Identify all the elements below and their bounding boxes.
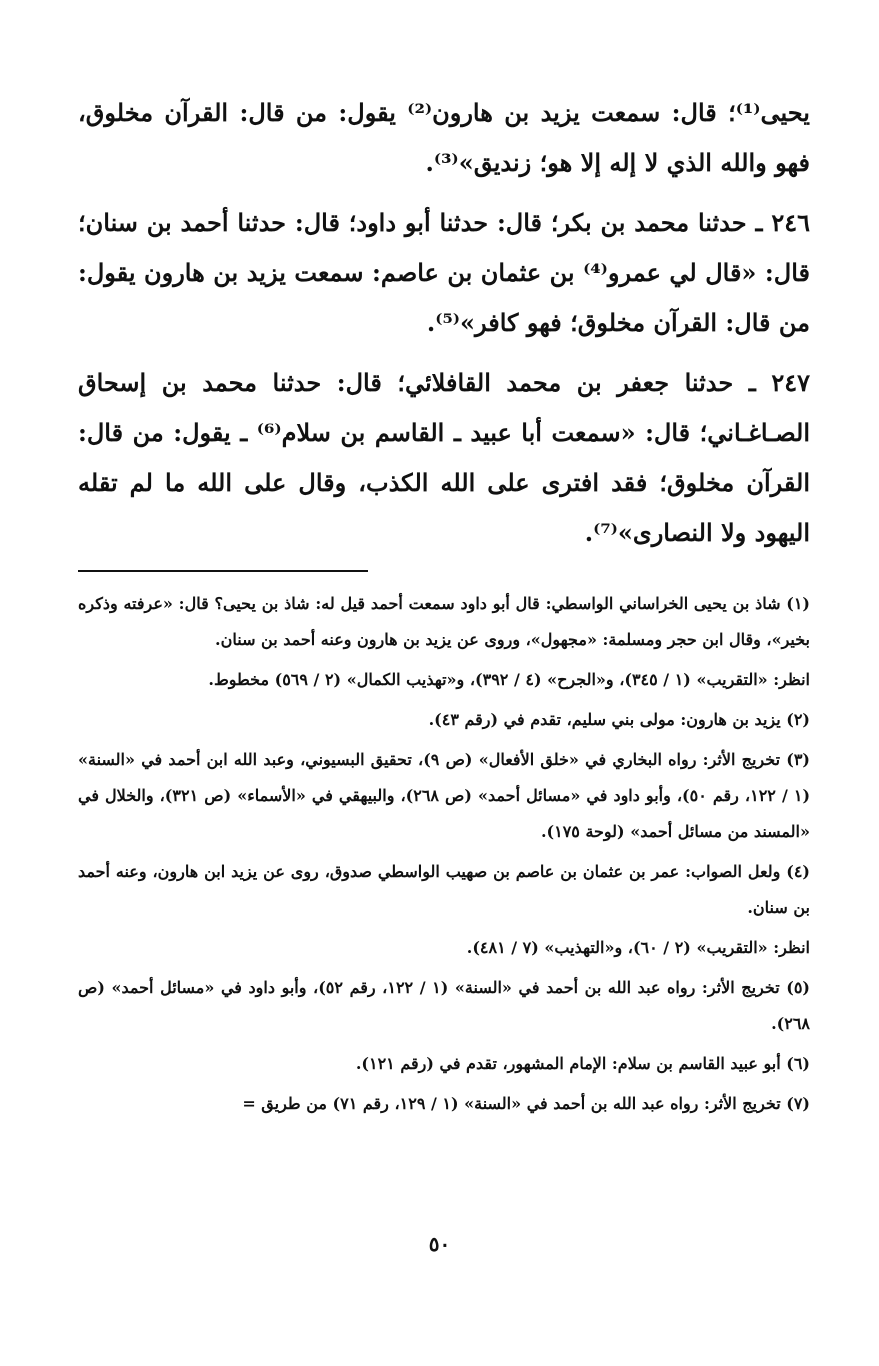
footnote-separator-wrap (78, 568, 810, 586)
footnote-1-references: انظر: «التقريب» (١ / ٣٤٥)، و«الجرح» (٤ / ٣٩٢)، و«تهذيب الكمال» (٢ / ٥٦٩) مخطوط. (208, 670, 810, 689)
main-paragraph-247: ٢٤٧ ـ حدثنا جعفر بن محمد القافلائي؛ قال: حدثنا محمد بن إسحاق الصـاغـاني؛ قال: «سمعت أبا عبيد ـ القاسم بن سلام⁽⁶⁾ ـ يقول: من قال: القرآن مخلوق؛ فقد افترى على الله الكذب، وقال على الله ما لم تقله اليهود ولا النصارى»⁽⁷⁾. (78, 368, 810, 547)
footnote-1: (١) شاذ بن يحيى الخراساني الواسطي: قال أبو داود سمعت أحمد قيل له: شاذ بن يحيى؟ قال: «عرفته وذكره بخير»، وقال ابن حجر ومسلمة: «مجهول»، وروى عن يزيد بن هارون وعنه أحمد بن سنان. (78, 594, 810, 649)
page-body (78, 88, 810, 1126)
footnote-4: (٤) ولعل الصواب: عمر بن عثمان بن عاصم بن صهيب الواسطي صدوق، روى عن يزيد ابن هارون، وعنه أحمد بن سنان. (78, 862, 810, 917)
footnote-6: (٦) أبو عبيد القاسم بن سلام: الإمام المشهور، تقدم في (رقم ١٢١). (355, 1054, 810, 1073)
main-paragraph-246: ٢٤٦ ـ حدثنا محمد بن بكر؛ قال: حدثنا أبو داود؛ قال: حدثنا أحمد بن سنان؛ قال: «قال لي عمرو⁽⁴⁾ بن عثمان بن عاصم: سمعت يزيد بن هارون يقول: من قال: القرآن مخلوق؛ فهو كافر»⁽⁵⁾. (78, 208, 810, 337)
footnote-separator (78, 570, 368, 572)
footnotes (78, 586, 810, 1122)
footnote-3: (٣) تخريج الأثر: رواه البخاري في «خلق الأفعال» (ص ٩)، تحقيق البسيوني، وعبد الله ابن أحمد في «السنة» (١ / ١٢٢، رقم ٥٠)، وأبو داود في «مسائل أحمد» (ص ٢٦٨)، والبيهقي في «الأسماء» (ص ٣٢١)، والخلال في «المسند من مسائل أحمد» (لوحة ١٧٥). (78, 750, 811, 841)
footnote-5: (٥) تخريج الأثر: رواه عبد الله بن أحمد في «السنة» (١ / ١٢٢، رقم ٥٢)، وأبو داود في «مسائل أحمد» (ص ٢٦٨). (78, 978, 810, 1033)
footnote-7: (٧) تخريج الأثر: رواه عبد الله بن أحمد في «السنة» (١ / ١٢٩، رقم ٧١) من طريق = (242, 1094, 810, 1113)
footnote-2: (٢) يزيد بن هارون: مولى بني سليم، تقدم في (رقم ٤٣). (428, 710, 810, 729)
page-number: ٥٠ (428, 1232, 451, 1256)
main-paragraph-continuation: يحيى⁽¹⁾؛ قال: سمعت يزيد بن هارون⁽²⁾ يقول: من قال: القرآن مخلوق، فهو والله الذي لا إله إلا هو؛ زنديق»⁽³⁾. (78, 98, 810, 177)
footnote-4-references: انظر: «التقريب» (٢ / ٦٠)، و«التهذيب» (٧ / ٤٨١). (466, 938, 810, 957)
main-text (78, 88, 810, 558)
